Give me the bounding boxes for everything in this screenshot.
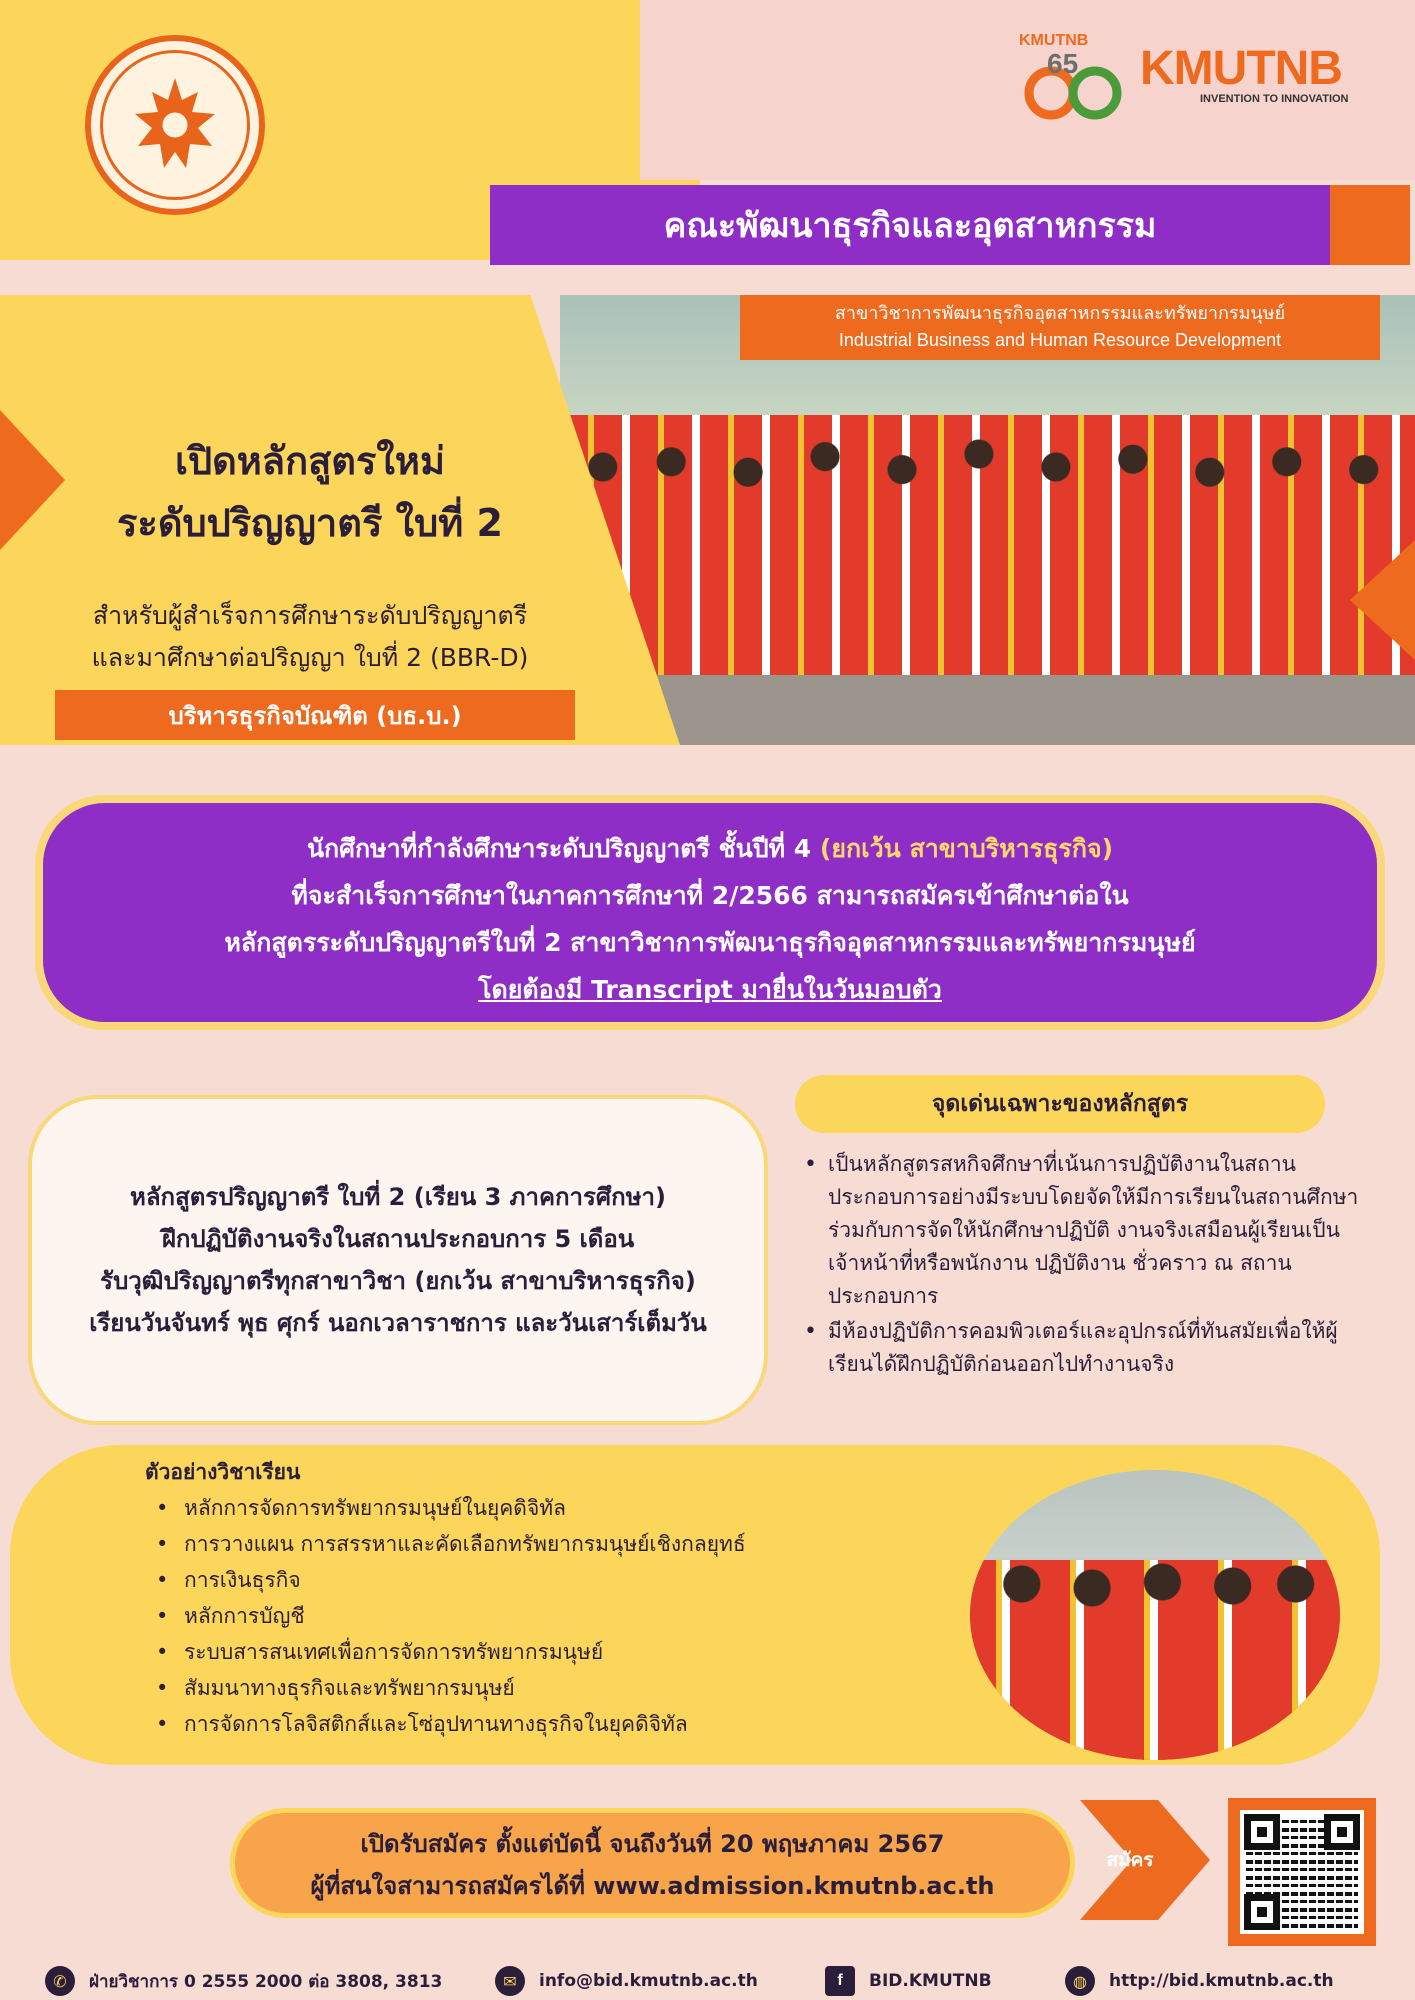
- faculty-name: คณะพัฒนาธุรกิจและอุตสาหกรรม: [663, 206, 1157, 246]
- facebook-icon: f: [825, 1966, 855, 1996]
- email-icon: ✉: [495, 1966, 525, 1996]
- anniversary-number: 65: [1047, 48, 1079, 79]
- highlight-item: • เป็นหลักสูตรสหกิจศึกษาที่เน้นการปฏิบัติงานในสถานประกอบการอย่างมีระบบโดยจัดให้มีการเรียนในสถานศึกษาร่วมกับการจัดให้นักศึกษาปฏิบัติ งานจริงเสมือนผู้เรียนเป็นเจ้าหน้าที่หรือพนักงาน ปฏิบัติงาน ชั่วคราว ณ สถานประกอบการ: [800, 1148, 1360, 1313]
- university-seal-icon: [85, 35, 265, 215]
- notice-line1-highlight: (ยกเว้น สาขาบริหารธุรกิจ): [819, 834, 1114, 863]
- graduates-group-photo: [560, 295, 1415, 745]
- footer-facebook-text: BID.KMUTNB: [869, 1971, 992, 1991]
- faculty-bar-orange-accent: [1330, 185, 1410, 265]
- qr-finder-bottom-left: [1244, 1894, 1280, 1930]
- svg-text:KMUTNB: KMUTNB: [1019, 32, 1089, 49]
- course-example-item: • สัมมนาทางธุรกิจและทรัพยากรมนุษย์: [150, 1670, 930, 1706]
- notice-line1-text: นักศึกษาที่กำลังศึกษาระดับปริญญาตรี ชั้นปีที่ 4: [306, 834, 820, 863]
- footer-phone[interactable]: [45, 1966, 442, 1996]
- students-oval-photo: [970, 1470, 1340, 1760]
- apply-website[interactable]: ผู้ที่สนใจสามารถสมัครได้ที่ www.admission.kmutnb.ac.th: [310, 1872, 995, 1900]
- course-line2: ฝึกปฏิบัติงานจริงในสถานประกอบการ 5 เดือน: [161, 1225, 635, 1253]
- orange-triangle-decoration: [1350, 540, 1415, 660]
- highlights-list: [800, 1148, 1360, 1383]
- notice-transcript-requirement: โดยต้องมี Transcript มายื่นในวันมอบตัว: [478, 975, 942, 1004]
- course-example-item: • การเงินธุรกิจ: [150, 1562, 930, 1598]
- notice-line4: [43, 966, 1377, 1013]
- qr-finder-top-right: [1324, 1814, 1360, 1850]
- course-summary-box: [28, 1095, 768, 1425]
- hero-title-line2: ระดับปริญญาตรี ใบที่ 2: [117, 501, 503, 545]
- course-examples-list: [150, 1490, 930, 1742]
- footer-facebook[interactable]: [825, 1966, 992, 1996]
- course-example-item: • ระบบสารสนเทศเพื่อการจัดการทรัพยากรมนุษย์: [150, 1634, 930, 1670]
- hero-title: [20, 430, 600, 554]
- qr-code-icon[interactable]: [1240, 1810, 1364, 1934]
- highlights-title: [795, 1075, 1325, 1133]
- apply-deadline: เปิดรับสมัคร ตั้งแต่บัดนี้ จนถึงวันที่ 20 พฤษภาคม 2567: [360, 1830, 945, 1858]
- phone-icon: ✆: [45, 1966, 75, 1996]
- footer-website[interactable]: [1065, 1966, 1334, 1996]
- course-line3: รับวุฒิปริญญาตรีทุกสาขาวิชา (ยกเว้น สาขาบริหารธุรกิจ): [100, 1267, 696, 1295]
- hero-subtitle-line1: สำหรับผู้สำเร็จการศึกษาระดับปริญญาตรี: [92, 601, 528, 630]
- faculty-banner: [490, 185, 1330, 265]
- apply-arrow-label[interactable]: สมัคร: [1106, 1849, 1154, 1871]
- footer-phone-text: ฝ่ายวิชาการ 0 2555 2000 ต่อ 3808, 3813: [89, 1971, 443, 1992]
- hero-title-line1: เปิดหลักสูตรใหม่: [174, 439, 446, 483]
- footer-email-text: info@bid.kmutnb.ac.th: [539, 1971, 758, 1991]
- application-info-bar: [230, 1808, 1075, 1918]
- footer-email[interactable]: [495, 1966, 758, 1996]
- hero-subtitle-line2: และมาศึกษาต่อปริญญา ใบที่ 2 (BBR-D): [91, 643, 529, 672]
- course-example-item: • การวางแผน การสรรหาและคัดเลือกทรัพยากรมนุษย์เชิงกลยุทธ์: [150, 1526, 930, 1562]
- footer-website-text: http://bid.kmutnb.ac.th: [1109, 1971, 1334, 1991]
- notice-line1: [43, 825, 1377, 872]
- anniversary-65-logo: [1015, 25, 1130, 125]
- qr-finder-top-left: [1244, 1814, 1280, 1850]
- kmutnb-logo: [1140, 42, 1390, 115]
- admission-notice: [35, 795, 1385, 1030]
- highlights-title-text: จุดเด่นเฉพาะของหลักสูตร: [931, 1091, 1189, 1117]
- degree-badge: [55, 690, 575, 740]
- notice-line2: ที่จะสำเร็จการศึกษาในภาคการศึกษาที่ 2/2566 สามารถสมัครเข้าศึกษาต่อใน: [291, 881, 1129, 910]
- photo-crowd: [560, 415, 1415, 675]
- course-line1: หลักสูตรปริญญาตรี ใบที่ 2 (เรียน 3 ภาคการศึกษา): [130, 1183, 666, 1211]
- course-example-item: • หลักการจัดการทรัพยากรมนุษย์ในยุคดิจิทัล: [150, 1490, 930, 1526]
- course-example-item: • หลักการบัญชี: [150, 1598, 930, 1634]
- students-figures: [970, 1560, 1340, 1760]
- logo-text: KMUTNB: [1140, 42, 1342, 95]
- program-name-tag: [740, 295, 1380, 360]
- course-example-item: • การจัดการโลจิสติกส์และโซ่อุปทานทางธุรกิจในยุคดิจิทัล: [150, 1706, 930, 1742]
- qr-code-frame[interactable]: [1228, 1798, 1376, 1946]
- highlight-item: • มีห้องปฏิบัติการคอมพิวเตอร์และอุปกรณ์ที่ทันสมัยเพื่อให้ผู้เรียนได้ฝึกปฏิบัติก่อนออกไปทำงานจริง: [800, 1315, 1360, 1381]
- hero-subtitle: [20, 595, 600, 679]
- course-examples-title: ตัวอย่างวิชาเรียน: [145, 1460, 301, 1484]
- notice-line3: หลักสูตรระดับปริญญาตรีใบที่ 2 สาขาวิชาการพัฒนาธุรกิจอุตสาหกรรมและทรัพยากรมนุษย์: [224, 928, 1196, 957]
- degree-name: บริหารธุรกิจบัณฑิต (บธ.บ.): [168, 701, 462, 730]
- program-name-english: Industrial Business and Human Resource Development: [838, 330, 1282, 350]
- course-line4: เรียนวันจันทร์ พุธ ศุกร์ นอกเวลาราชการ และวันเสาร์เต็มวัน: [89, 1309, 707, 1337]
- photo-floor: [560, 675, 1415, 745]
- globe-icon: ◍: [1065, 1966, 1095, 1996]
- program-name-thai: สาขาวิชาการพัฒนาธุรกิจอุตสาหกรรมและทรัพยากรมนุษย์: [834, 303, 1286, 324]
- logo-tagline: INVENTION TO INNOVATION: [1200, 93, 1349, 105]
